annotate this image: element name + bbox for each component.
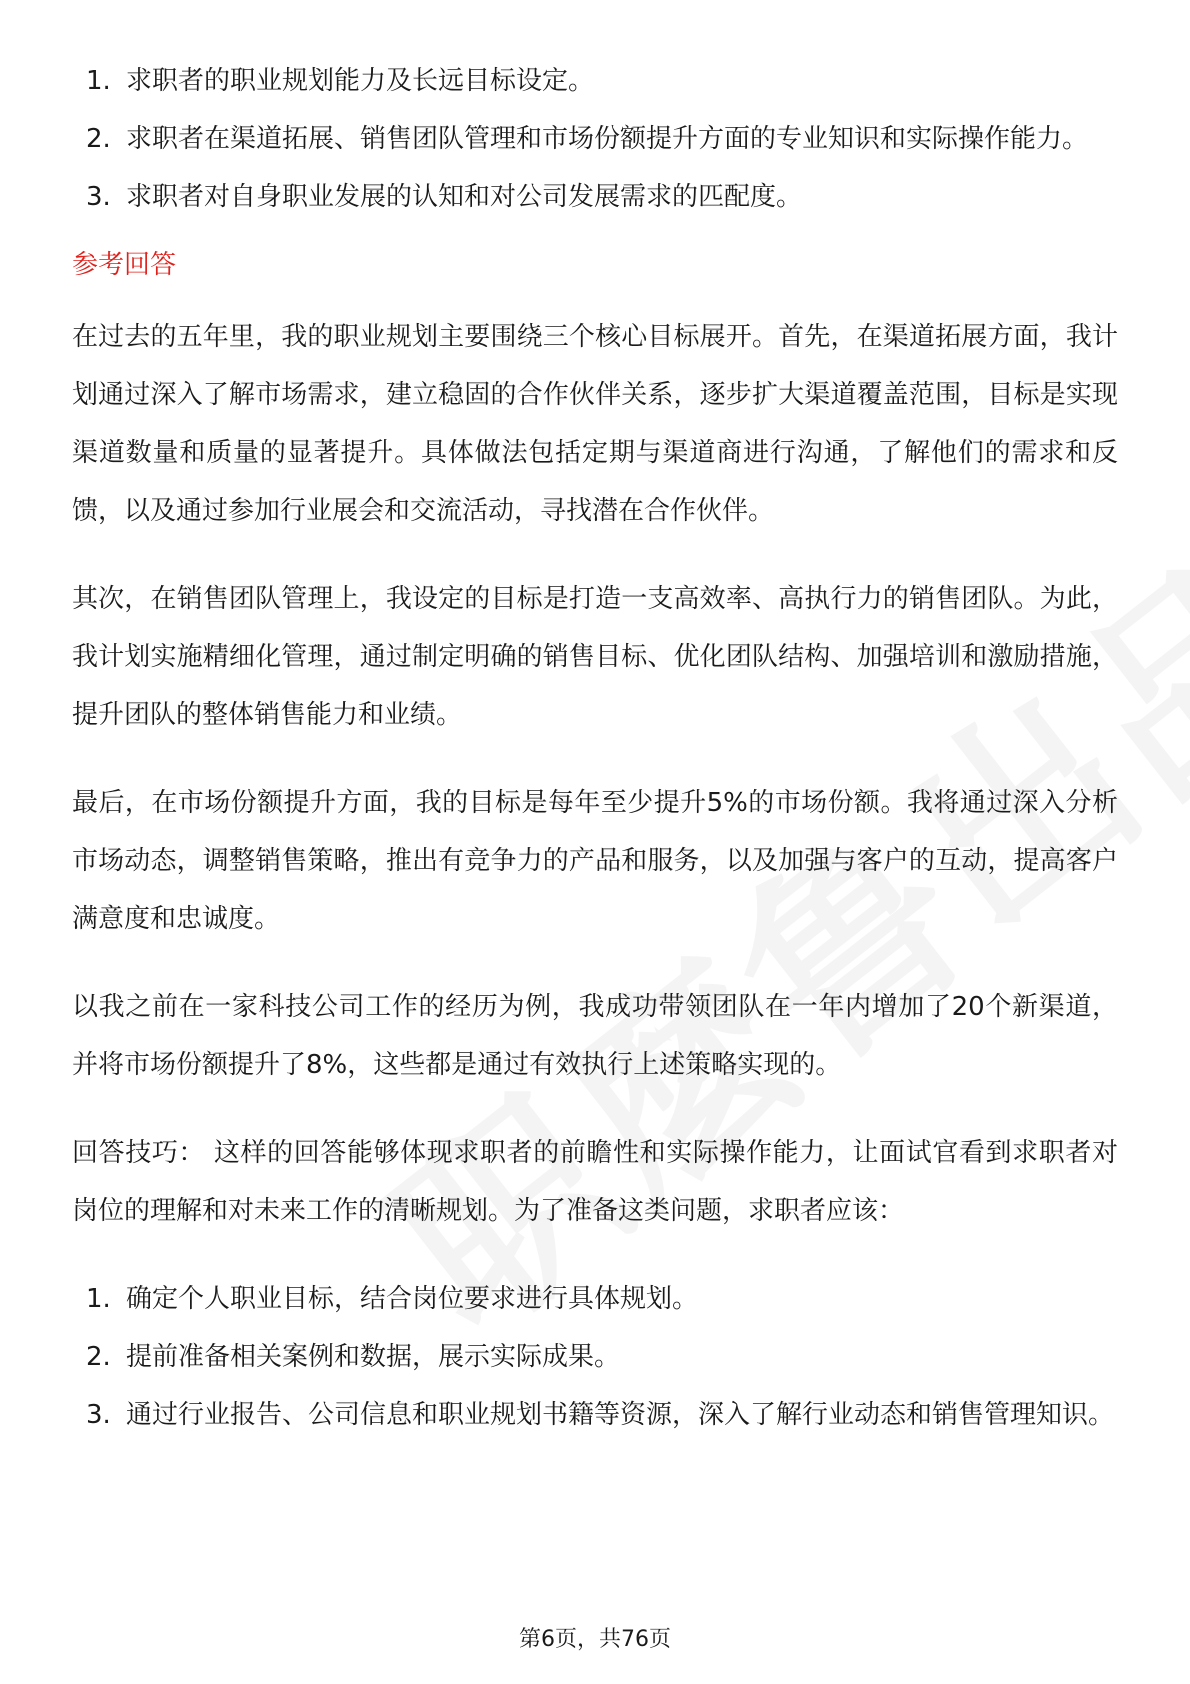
- content-area: [72, 52, 1118, 1444]
- list-text: 通过行业报告、公司信息和职业规划书籍等资源，深入了解行业动态和销售管理知识。: [126, 1400, 1115, 1430]
- answer-paragraph: 在过去的五年里，我的职业规划主要围绕三个核心目标展开。首先，在渠道拓展方面，我计划通过深入了解市场需求，建立稳固的合作伙伴关系，逐步扩大渠道覆盖范围，目标是实现渠道数量和质量的显著提升。具体做法包括定期与渠道商进行沟通，了解他们的需求和反馈，以及通过参加行业展会和交流活动，寻找潜在合作伙伴。: [72, 322, 1118, 526]
- preparation-tips-list: [72, 1270, 1118, 1444]
- list-number: 2.: [86, 1342, 111, 1372]
- list-text: 求职者在渠道拓展、销售团队管理和市场份额提升方面的专业知识和实际操作能力。: [126, 124, 1089, 154]
- page-footer: 第6页，共76页: [519, 1627, 671, 1652]
- list-number: 3.: [86, 182, 111, 212]
- list-text: 提前准备相关案例和数据，展示实际成果。: [126, 1342, 621, 1372]
- list-number: 2.: [86, 124, 111, 154]
- list-text: 求职者对自身职业发展的认知和对公司发展需求的匹配度。: [126, 182, 803, 212]
- list-number: 3.: [86, 1400, 111, 1430]
- list-item: [72, 1328, 1118, 1386]
- list-text: 求职者的职业规划能力及长远目标设定。: [126, 66, 595, 96]
- list-item: [72, 52, 1118, 110]
- list-text: 确定个人职业目标，结合岗位要求进行具体规划。: [126, 1284, 699, 1314]
- evaluation-points-list: [72, 52, 1118, 226]
- list-number: 1.: [86, 1284, 111, 1314]
- tips-paragraph: 回答技巧： 这样的回答能够体现求职者的前瞻性和实际操作能力，让面试官看到求职者对岗位的理解和对未来工作的清晰规划。为了准备这类问题，求职者应该：: [72, 1138, 1118, 1226]
- list-number: 1.: [86, 66, 111, 96]
- answer-paragraph: 最后，在市场份额提升方面，我的目标是每年至少提升5%的市场份额。我将通过深入分析市场动态，调整销售策略，推出有竞争力的产品和服务，以及加强与客户的互动，提高客户满意度和忠诚度。: [72, 788, 1118, 934]
- list-item: [72, 168, 1118, 226]
- list-item: [72, 1270, 1118, 1328]
- answer-paragraph: 其次，在销售团队管理上，我设定的目标是打造一支高效率、高执行力的销售团队。为此，我计划实施精细化管理，通过制定明确的销售目标、优化团队结构、加强培训和激励措施，提升团队的整体销售能力和业绩。: [72, 584, 1118, 730]
- answer-paragraph: 以我之前在一家科技公司工作的经历为例，我成功带领团队在一年内增加了20个新渠道，并将市场份额提升了8%，这些都是通过有效执行上述策略实现的。: [72, 992, 1118, 1080]
- list-item: [72, 110, 1118, 168]
- list-item: [72, 1386, 1118, 1444]
- section-heading: 参考回答: [72, 250, 177, 280]
